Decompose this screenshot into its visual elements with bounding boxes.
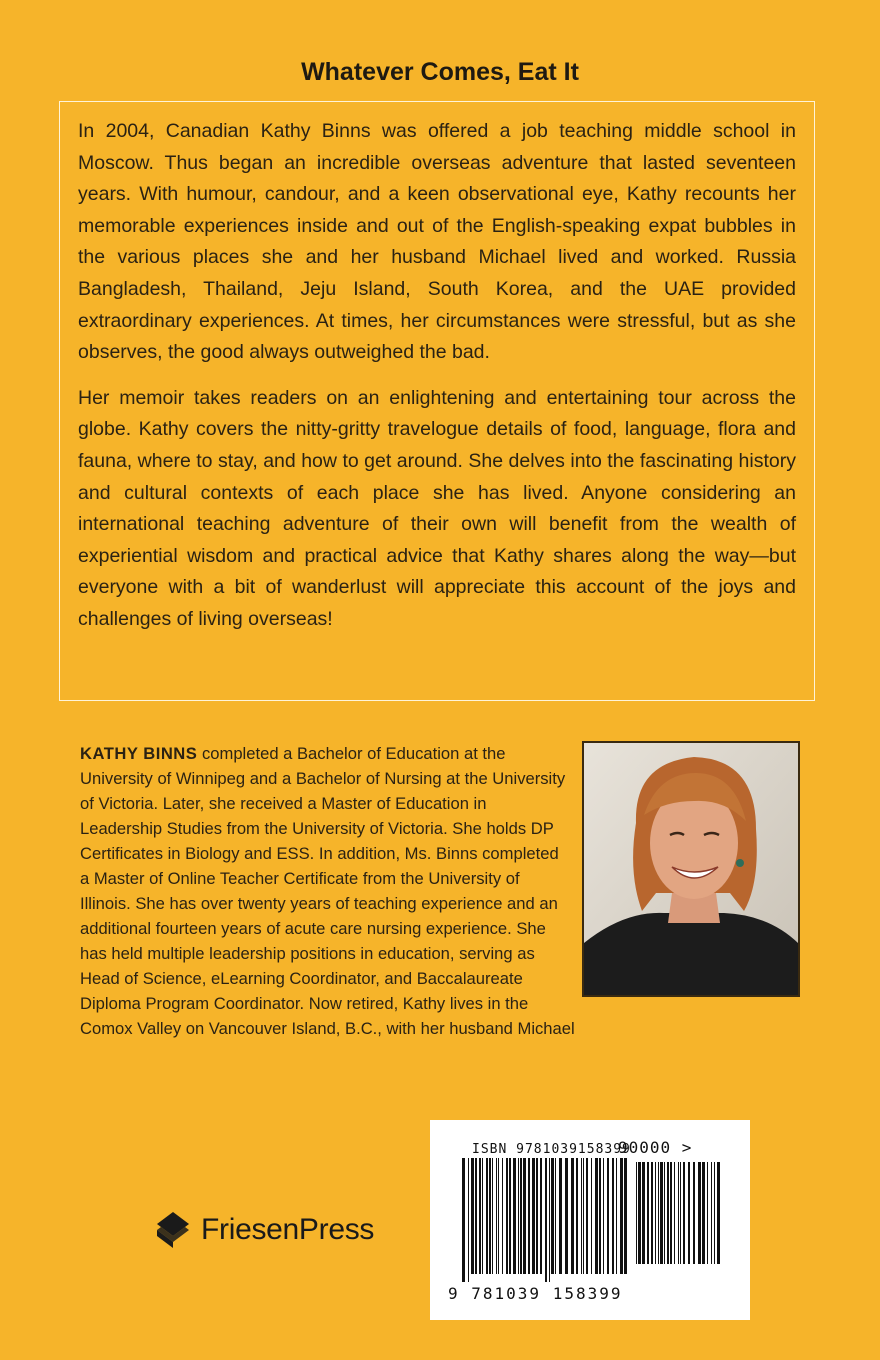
blurb-paragraph-2: Her memoir takes readers on an enlightening and entertaining tour across the globe. Kathy covers the nitty-gritty travelogue details of food, language, flora and fauna, where to stay, and how to get around. She delves into the fascinating history and cultural contexts of each place she has lived. Anyone considering an international teaching adventure of their own will benefit from the wealth of experiential wisdom and practical advice that Kathy shares along the way—but everyone with a bit of wanderlust will appreciate this account of the joys and challenges of living overseas! [78, 386, 796, 630]
barcode-bar [612, 1158, 614, 1274]
barcode-bar [471, 1158, 474, 1274]
price-code: 90000 > [618, 1138, 693, 1157]
barcode-bar [559, 1158, 562, 1274]
barcode-bar [498, 1158, 499, 1274]
barcode-bar [468, 1158, 469, 1282]
barcode-bar [576, 1158, 578, 1274]
barcode-bar [540, 1158, 542, 1274]
barcode-bar [545, 1158, 547, 1282]
barcode-bar [492, 1158, 493, 1274]
barcode-bar [565, 1158, 568, 1274]
barcode-bar [513, 1158, 516, 1274]
barcode-bar [482, 1158, 483, 1274]
blurb-paragraph-1: In 2004, Canadian Kathy Binns was offered a job teaching middle school in Moscow. Thus began an incredible overseas adventure that lasted seventeen years. With humour, candour, and a keen observational eye, Kathy recounts her memorable experiences inside and out of the English-speaking expat bubbles in the various places she and her husband Michael lived and worked. Russia Bangladesh, Thailand, Jeju Island, South Korea, and the UAE provided extraordinary experiences. At times, her circumstances were stressful, but as she observes, the good always outweighed the bad. [78, 120, 796, 364]
barcode-bars [462, 1158, 630, 1282]
barcode-bar [717, 1162, 720, 1264]
barcode-bar [591, 1158, 592, 1274]
barcode-bar [502, 1158, 503, 1274]
barcode-bar [528, 1158, 530, 1274]
barcode-digits: 9 781039 158399 [448, 1284, 623, 1303]
barcode-bar [506, 1158, 508, 1274]
publisher-name: FriesenPress [201, 1213, 375, 1246]
barcode-bar [702, 1162, 705, 1264]
barcode-bar [711, 1162, 712, 1264]
barcode-bar [479, 1158, 481, 1274]
barcode-bar [674, 1162, 675, 1264]
barcode-bar [518, 1158, 519, 1274]
barcode-bar [532, 1158, 535, 1274]
barcode-bar [660, 1162, 663, 1264]
barcode-bar [551, 1158, 554, 1274]
barcode-bar [509, 1158, 511, 1274]
barcode-bar [586, 1158, 588, 1274]
barcode-bar [670, 1162, 672, 1264]
barcode-bar [571, 1158, 574, 1274]
barcode-bar [616, 1158, 617, 1274]
barcode-bar [678, 1162, 679, 1264]
barcode-bar [549, 1158, 550, 1282]
barcode-bar [583, 1158, 584, 1274]
barcode-bar [475, 1158, 477, 1274]
barcode-bar [624, 1158, 627, 1274]
isbn-barcode [430, 1120, 750, 1320]
barcode-bar [698, 1162, 701, 1264]
author-name: KATHY BINNS [80, 744, 198, 763]
author-photo [582, 741, 800, 997]
author-bio-text: completed a Bachelor of Education at the University of Winnipeg and a Bachelor of Nursing at the University of Victoria. Later, she received a Master of Education in Leadership Studies from the University of Victoria. She holds DP Certificates in Biology and ESS. In addition, Ms. Binns completed a Master of Online Teacher Certificate from the University of Illinois. She has over twenty years of teaching experience and an additional fourteen years of acute care nursing experience. She has held multiple leadership positions in education, serving as Head of Science, eLearning Coordinator, and Baccalaureate Diploma Program Coordinator. Now retired, Kathy lives in the Comox Valley on Vancouver Island, B.C., with her husband Michael [80, 744, 575, 1038]
barcode-bar [683, 1162, 685, 1264]
barcode-bar [658, 1162, 659, 1264]
barcode-bar [599, 1158, 601, 1274]
book-title: Whatever Comes, Eat It [301, 58, 579, 86]
barcode-addon-bars [636, 1162, 722, 1272]
barcode-bar [680, 1162, 681, 1264]
blurb-box [59, 101, 815, 701]
barcode-bar [581, 1158, 582, 1274]
barcode-bar [486, 1158, 488, 1274]
barcode-bar [520, 1158, 522, 1274]
barcode-bar [647, 1162, 649, 1264]
publisher-logo-block [155, 1208, 374, 1252]
barcode-bar [489, 1158, 491, 1274]
barcode-bar [664, 1162, 665, 1264]
barcode-bar [462, 1158, 465, 1282]
barcode-bar [651, 1162, 653, 1264]
barcode-bar [693, 1162, 695, 1264]
barcode-bar [536, 1158, 538, 1274]
barcode-bar [603, 1158, 604, 1274]
barcode-bar [555, 1158, 556, 1274]
barcode-bar [595, 1158, 598, 1274]
barcode-bar [496, 1158, 497, 1274]
barcode-bar [667, 1162, 669, 1264]
barcode-bar [620, 1158, 623, 1274]
barcode-bar [714, 1162, 715, 1264]
barcode-bar [642, 1162, 645, 1264]
barcode-bar [523, 1158, 526, 1274]
friesenpress-logo-icon [155, 1210, 191, 1250]
barcode-bar [688, 1162, 690, 1264]
isbn-text: ISBN 9781039158399 [472, 1142, 631, 1157]
barcode-bar [655, 1162, 656, 1264]
barcode-bar [636, 1162, 637, 1264]
barcode-bar [707, 1162, 708, 1264]
barcode-bar [638, 1162, 641, 1264]
barcode-bar [607, 1158, 609, 1274]
